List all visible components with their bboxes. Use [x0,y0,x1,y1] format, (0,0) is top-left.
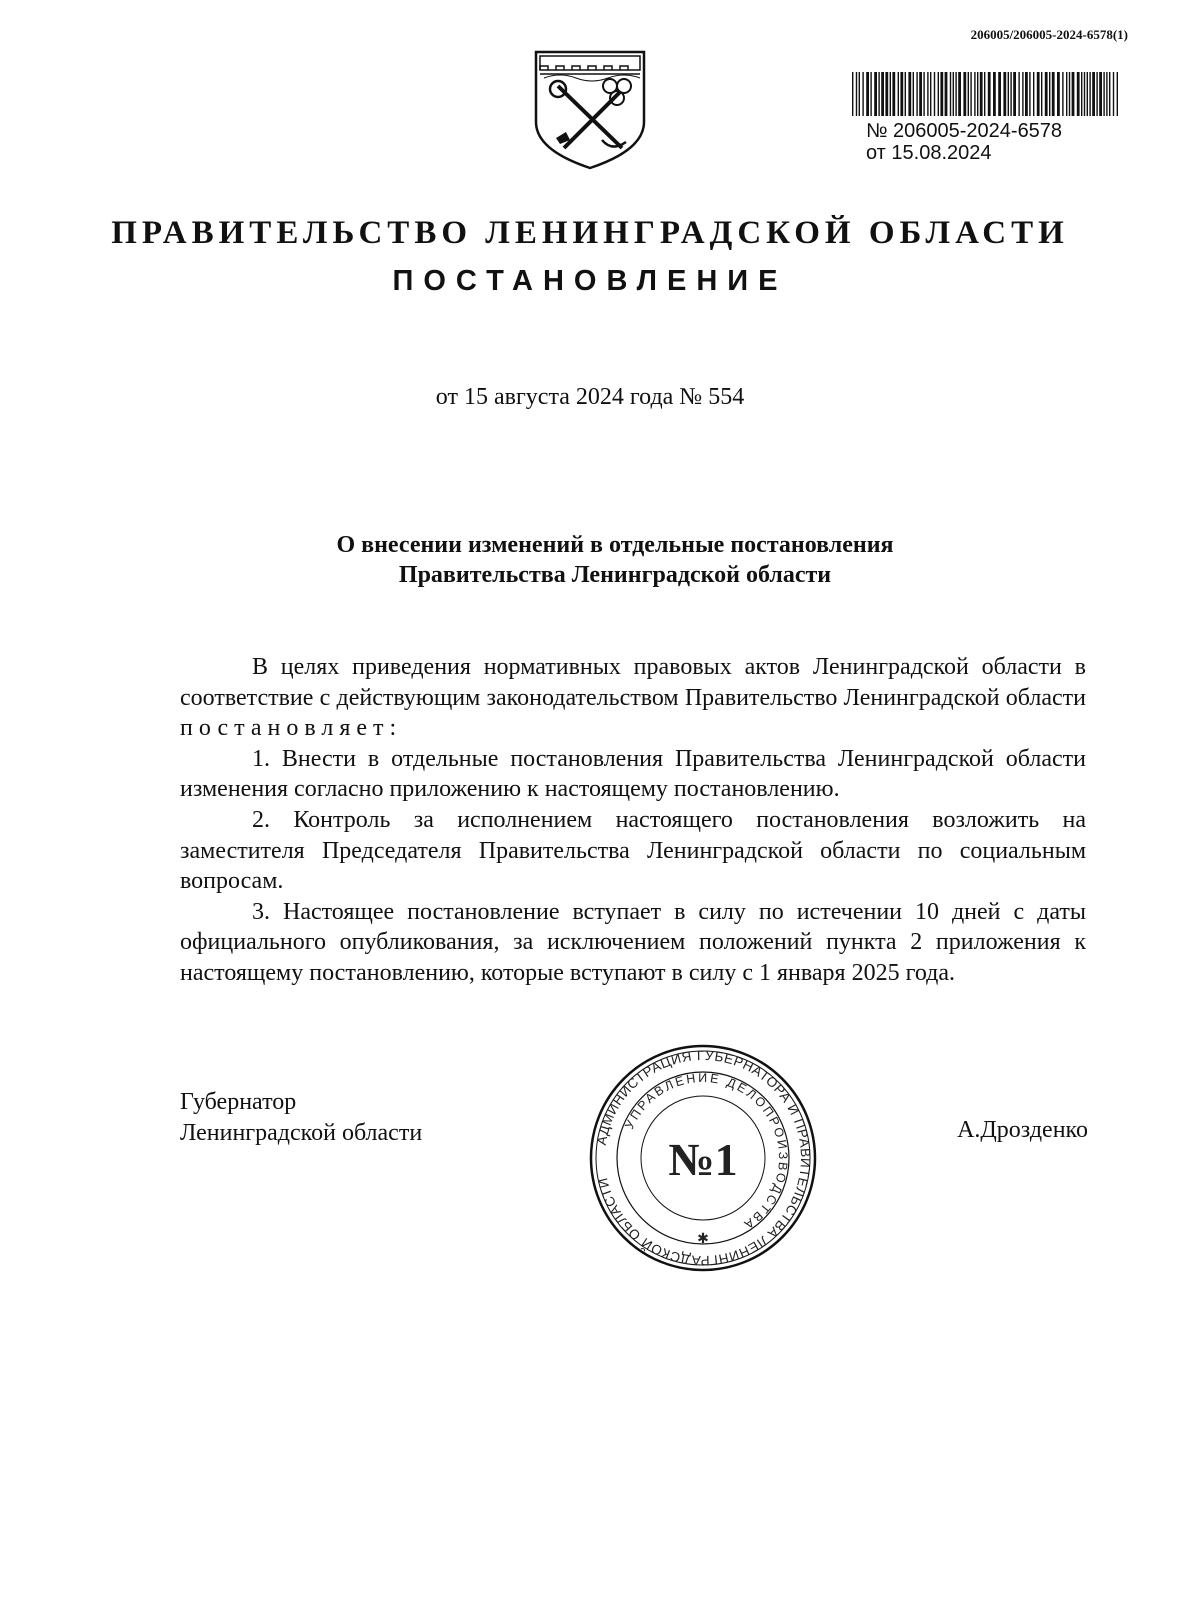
barcode-bar [1041,72,1042,116]
barcode-bar [1013,72,1016,116]
barcode-bar [859,72,860,116]
seal-number: №1 [668,1134,738,1185]
barcode-bar [993,72,996,116]
registration-code: 206005/206005-2024-6578(1) [970,27,1128,42]
barcode-bar [938,72,939,116]
barcode-bar [955,72,956,116]
barcode-bar [1099,72,1102,116]
barcode-bar [1106,72,1107,116]
preamble-verb: постановляет: [180,715,403,742]
barcode-bar [1045,72,1048,116]
barcode-bar [866,72,869,116]
barcode-bar [1089,72,1090,116]
barcode-bar [1022,72,1023,116]
barcode-bar [1113,72,1114,116]
decree-title: ПОСТАНОВЛЕНИЕ [392,265,788,297]
barcode-bar [1077,72,1080,116]
barcode-bar [1049,72,1050,116]
barcode-bar [1066,72,1067,116]
document-date: от 15.08.2024 [866,142,992,164]
preamble-paragraph [180,652,1086,744]
barcode-bar [1033,72,1034,116]
item-1: 1. Внести в отдельные постановления Правительства Ленинградской области изменения согласно приложению к настоящему постановлению. [180,745,1086,803]
barcode-bar [977,72,978,116]
signatory-name: А.Дрозденко [957,1117,1088,1143]
position-line-2: Ленинградской области [180,1119,423,1146]
barcode-bar [874,72,877,116]
barcode-bar [998,72,1001,116]
barcode-bar [934,72,935,116]
barcode-bar [885,72,888,116]
barcode-bar [940,72,943,116]
barcode-bar [862,72,863,116]
barcode-bar [1096,72,1097,116]
barcode-bar [1062,72,1063,116]
barcode-bar [950,72,951,116]
barcode-bar [1069,72,1070,116]
barcode-bar [900,72,903,116]
barcode-bar [1018,72,1019,116]
item-3: 3. Настоящее постановление вступает в силу по истечении 10 дней с даты официального опубликования, за исключением положений пункта 2 приложения к настоящему постановлению, которые вступают в силу с 1 января 2025 года. [180,898,1086,986]
barcode-bar [898,72,899,116]
barcode-bar [1003,72,1006,116]
barcode-bar [852,72,853,116]
barcode-bar [984,72,985,116]
barcode-bar [1010,72,1011,116]
barcode-bar [980,72,983,116]
subject-line-1: О внесении изменений в отдельные постановления [336,532,894,558]
barcode-bar [878,72,879,116]
barcode-bar [870,72,871,116]
barcode-bar [988,72,991,116]
barcode-bar [913,72,914,116]
document-number: № 206005-2024-6578 [866,120,1063,142]
barcode-bar [1117,72,1118,116]
barcode-bar [953,72,954,116]
barcode-bar [1081,72,1082,116]
barcode-bar [1092,72,1095,116]
barcode-bar [923,72,924,116]
barcode-bar [1008,72,1009,116]
barcode-bar [1057,72,1060,116]
barcode-bar [927,72,928,116]
barcode-bar [905,72,906,116]
barcode-bar [1084,72,1085,116]
barcode-bar [1025,72,1028,116]
barcode-bar [1037,72,1040,116]
barcode-bar [963,72,966,116]
seal-star-icon: ✱ [697,1231,709,1247]
barcode-bar [945,72,948,116]
barcode-bar [930,72,931,116]
barcode-bar [970,72,971,116]
barcode-bar [1072,72,1075,116]
official-seal-icon [588,1043,818,1273]
barcode-bar [1109,72,1110,116]
government-title: ПРАВИТЕЛЬСТВО ЛЕНИНГРАДСКОЙ ОБЛАСТИ [111,215,1069,251]
barcode-bar [1103,72,1104,116]
decree-body [180,652,1086,989]
coat-of-arms-icon [530,44,650,174]
signatory-position [180,1087,422,1148]
barcode-bar [1052,72,1055,116]
barcode-bar [968,72,969,116]
subject-line-2: Правительства Ленинградской области [398,562,832,588]
barcode-bar [890,72,891,116]
barcode-bar [908,72,911,116]
barcode-bar [919,72,922,116]
item-2: 2. Контроль за исполнением настоящего постановления возложить на заместителя Председателя Правительства Ленинградской области по социальным вопросам. [180,806,1086,895]
decree-date-number: от 15 августа 2024 года № 554 [435,384,745,410]
seal-inner-text: УПРАВЛЕНИЕ ДЕЛОПРОИЗВОДСТВА [622,1070,791,1233]
barcode-icon [852,72,1118,116]
barcode-bar [856,72,857,116]
document-number-block [866,120,1062,164]
barcode-bar [1029,72,1030,116]
decree-subject [0,530,1200,590]
preamble-text: В целях приведения нормативных правовых актов Ленинградской области в соответствие с действующим законодательством Правительство Ленинградской области [180,654,1086,711]
barcode-bar [916,72,917,116]
position-line-1: Губернатор [180,1089,297,1115]
barcode-bar [881,72,884,116]
barcode-bar [1087,72,1088,116]
barcode-bar [974,72,975,116]
seal-outer-text: АДМИНИСТРАЦИЯ ГУБЕРНАТОРА И ПРАВИТЕЛЬСТВА ЛЕНИНГРАДСКОЙ ОБЛАСТИ [593,1047,814,1269]
barcode-bar [892,72,895,116]
barcode-bar [958,72,961,116]
